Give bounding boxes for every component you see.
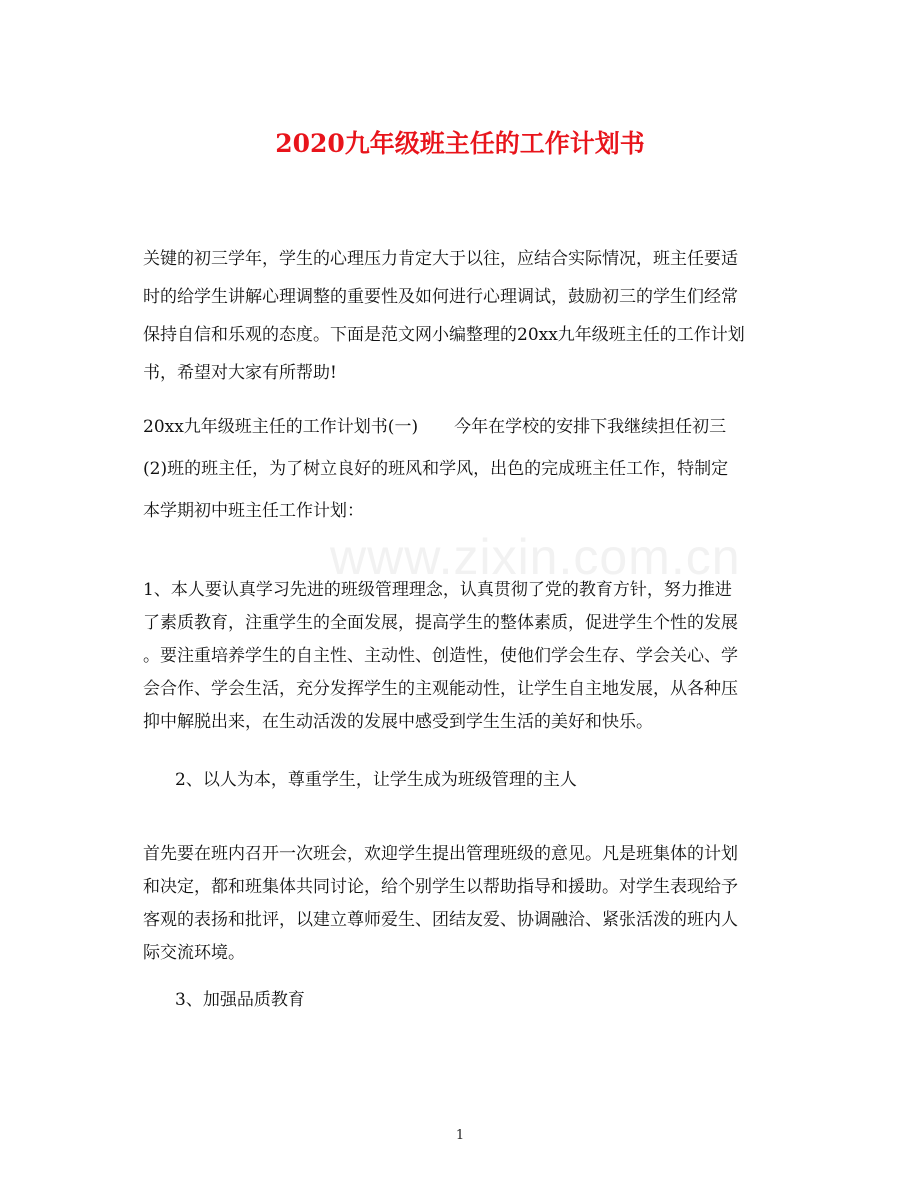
text-line: 和决定，都和班集体共同讨论，给个别学生以帮助指导和援助。对学生表现给予 [143, 877, 738, 897]
text-line: 保持自信和乐观的态度。下面是范文网小编整理的20xx九年级班主任的工作计划 [143, 325, 745, 345]
section-text: 今年在学校的安排下我继续担任初三 [454, 417, 727, 437]
page-number: 1 [455, 1128, 465, 1143]
text-line [143, 406, 773, 448]
point2-paragraph [143, 838, 773, 970]
text-line: 关键的初三学年，学生的心理压力肯定大于以往，应结合实际情况，班主任要适 [143, 249, 738, 269]
text-line: 了素质教育，注重学生的全面发展，提高学生的整体素质，促进学生个性的发展 [143, 613, 738, 633]
text-line: 1、本人要认真学习先进的班级管理理念，认真贯彻了党的教育方针，努力推进 [143, 580, 732, 600]
section-paragraph [143, 406, 773, 532]
text-line: 客观的表扬和批评，以建立尊师爱生、团结友爱、协调融洽、紧张活泼的班内人 [143, 910, 738, 930]
text-line: 际交流环境。 [143, 943, 245, 963]
watermark: www.zixin.com.cn [330, 529, 741, 585]
intro-paragraph [143, 240, 773, 392]
text-line: 会合作、学会生活，充分发挥学生的主观能动性，让学生自主地发展，从各种压 [143, 679, 738, 699]
text-line: 抑中解脱出来，在生动活泼的发展中感受到学生生活的美好和快乐。 [143, 712, 653, 732]
text-line: 本学期初中班主任工作计划： [143, 501, 364, 521]
point2-heading: 2、以人为本，尊重学生，让学生成为班级管理的主人 [175, 770, 577, 790]
text-line: 首先要在班内召开一次班会，欢迎学生提出管理班级的意见。凡是班集体的计划 [143, 844, 738, 864]
text-line: 时的给学生讲解心理调整的重要性及如何进行心理调试，鼓励初三的学生们经常 [143, 287, 738, 307]
point1-paragraph [143, 574, 773, 739]
text-line: 书，希望对大家有所帮助! [143, 363, 337, 383]
point3-heading: 3、加强品质教育 [175, 990, 305, 1010]
text-line: (2)班的班主任，为了树立良好的班风和学风，出色的完成班主任工作，特制定 [143, 459, 729, 479]
section-heading: 20xx九年级班主任的工作计划书(一) [143, 417, 419, 437]
text-line: 。要注重培养学生的自主性、主动性、创造性，使他们学会生存、学会关心、学 [143, 646, 738, 666]
document-title: 2020九年级班主任的工作计划书 [275, 129, 645, 158]
